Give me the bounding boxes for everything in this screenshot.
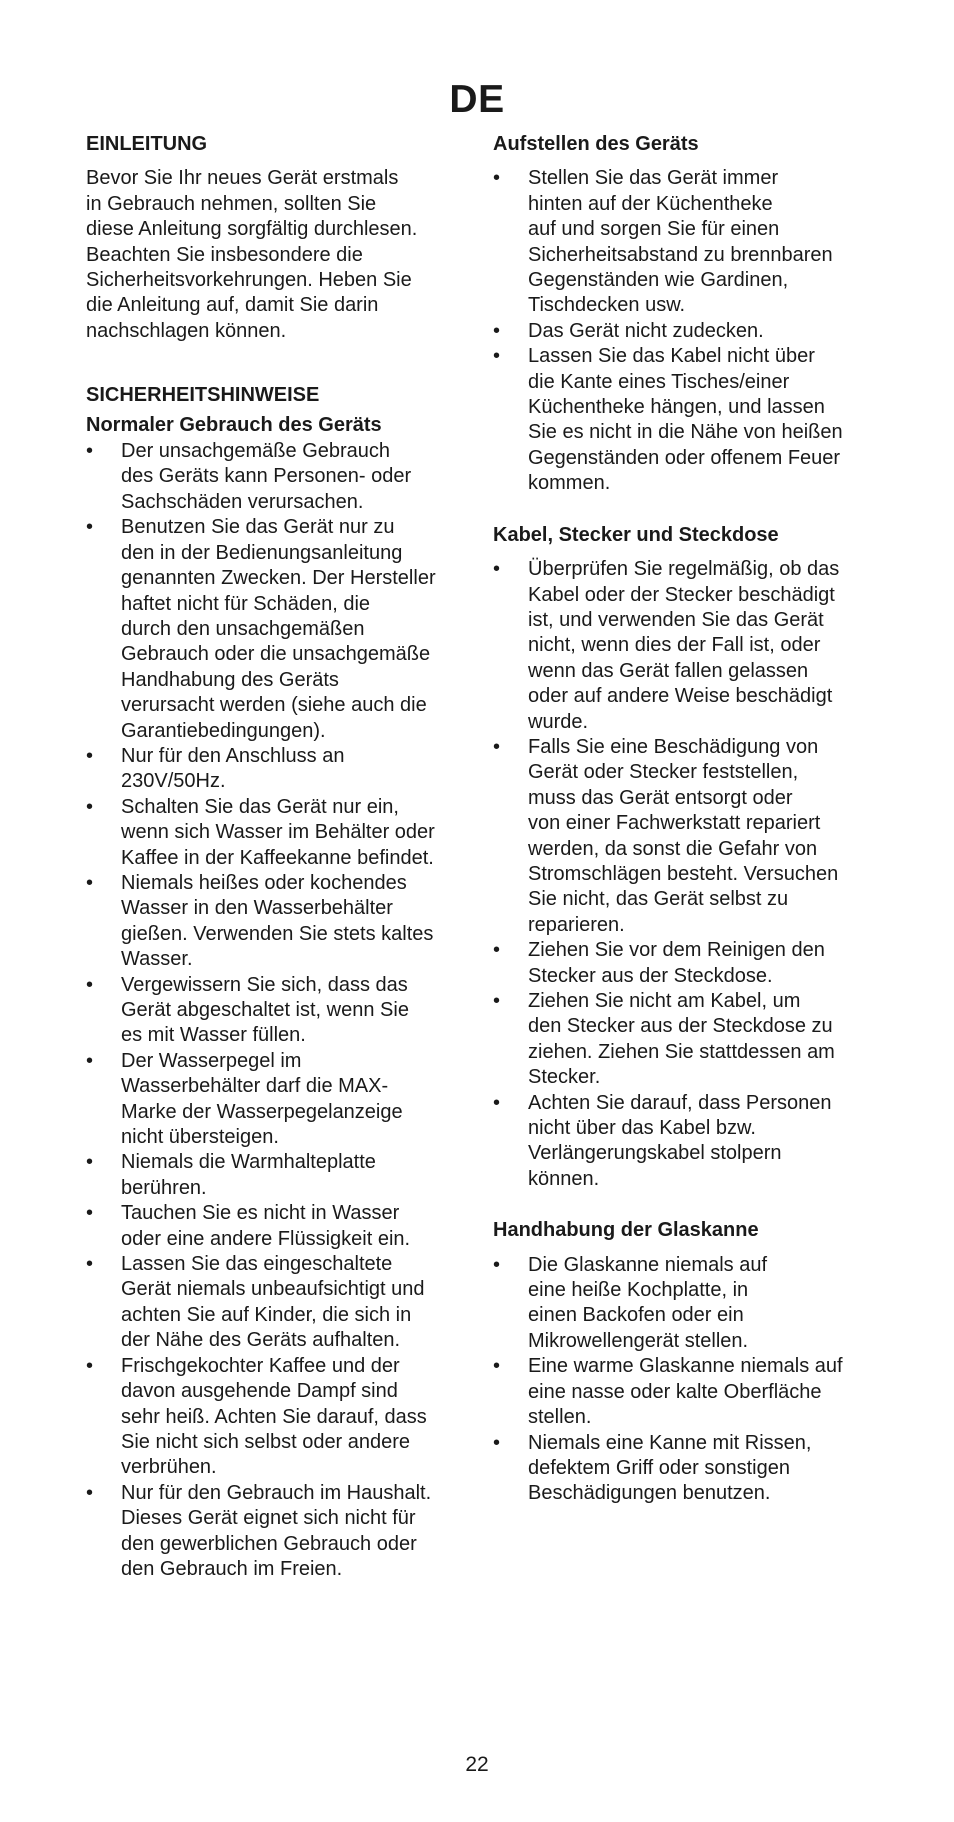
list-item (493, 735, 873, 938)
bullet-icon: • (86, 1151, 94, 1174)
list-item (493, 166, 873, 318)
intro-paragraph: Bevor Sie Ihr neues Gerät erstmals in Gebrauch nehmen, sollten Sie diese Anleitung sorgfältig durchlesen. Beachten Sie insbesondere die Sicherheitsvorkehrungen. Heben Sie die Anleitung auf, damit Sie darin nachschlagen können. (86, 167, 418, 342)
bullet-icon: • (493, 1253, 501, 1276)
bullet-icon: • (86, 1202, 94, 1225)
list-item-text: Die Glaskanne niemals auf eine heiße Kochplatte, in einen Backofen oder ein Mikrowellengerät stellen. (528, 1253, 768, 1352)
list-item-text: Falls Sie eine Beschädigung von Gerät oder Stecker feststellen, muss das Gerät entsorgt oder von einer Fachwerkstatt repariert werden, da sonst die Gefahr von Stromschlägen besteht. Versuchen Sie nicht, das Gerät selbst zu reparieren. (528, 735, 839, 936)
bullet-icon: • (493, 735, 501, 758)
bullet-icon: • (493, 319, 501, 342)
list-item (493, 1091, 873, 1193)
list-item-text: Vergewissern Sie sich, dass das Gerät abgeschaltet ist, wenn Sie es mit Wasser füllen. (121, 973, 409, 1047)
list-item (493, 1354, 873, 1430)
list-item (86, 439, 466, 515)
cable-list (493, 557, 873, 1192)
list-item-text: Niemals die Warmhalteplatte berühren. (121, 1151, 376, 1199)
list-item (493, 319, 873, 344)
list-item-text: Überprüfen Sie regelmäßig, ob das Kabel oder der Stecker beschädigt ist, und verwenden Sie das Gerät nicht, wenn dies der Fall ist, oder wenn das Gerät fallen gelassen oder auf andere Weise beschädigt wurde. (528, 558, 840, 733)
list-item (493, 344, 873, 496)
list-item (86, 871, 466, 973)
bullet-icon: • (86, 871, 94, 894)
language-code-title: DE (449, 78, 505, 121)
list-item-text: Frischgekochter Kaffee und der davon ausgehende Dampf sind sehr heiß. Achten Sie darauf, dass Sie nicht sich selbst oder andere verbrühen. (121, 1354, 427, 1479)
bullet-icon: • (86, 1354, 94, 1377)
list-item-text: Achten Sie darauf, dass Personen nicht über das Kabel bzw. Verlängerungskabel stolpern können. (528, 1091, 832, 1190)
bullet-icon: • (86, 1253, 94, 1276)
bullet-icon: • (86, 795, 94, 818)
list-item-text: Tauchen Sie es nicht in Wasser oder eine andere Flüssigkeit ein. (121, 1202, 411, 1250)
list-item (86, 973, 466, 1049)
safety-heading: SICHERHEITSHINWEISE (86, 384, 320, 407)
bullet-icon: • (493, 990, 501, 1012)
list-item (86, 1252, 466, 1354)
list-item-text: Der Wasserpegel im Wasserbehälter darf die MAX- Marke der Wasserpegelanzeige nicht übersteigen. (121, 1049, 403, 1149)
list-item (86, 515, 466, 744)
cable-heading: Kabel, Stecker und Steckdose (493, 523, 779, 546)
list-item (493, 1253, 873, 1355)
list-item (86, 1354, 466, 1481)
list-item-text: Ziehen Sie nicht am Kabel, um den Stecker aus der Steckdose zu ziehen. Ziehen Sie stattdessen am Stecker. (528, 990, 835, 1089)
list-item-text: Benutzen Sie das Gerät nur zu den in der Bedienungsanleitung genannten Zwecken. Der Hersteller haftet nicht für Schäden, die durch den unsachgemäßen Gebrauch oder die unsachgemäße Handhabung des Geräts verursacht werden (siehe auch die Garantiebedingungen). (121, 516, 436, 742)
left-column (86, 132, 466, 1582)
bullet-icon: • (493, 558, 501, 581)
list-item (86, 1201, 466, 1252)
list-item-text: Eine warme Glaskanne niemals auf eine nasse oder kalte Oberfläche stellen. (528, 1355, 843, 1429)
list-item-text: Niemals eine Kanne mit Rissen, defektem Griff oder sonstigen Beschädigungen benutzen. (528, 1431, 812, 1505)
list-item (86, 744, 466, 795)
list-item-text: Lassen Sie das eingeschaltete Gerät niemals unbeaufsichtigt und achten Sie auf Kinder, die sich in der Nähe des Geräts aufhalten. (121, 1253, 425, 1352)
glass-carafe-list (493, 1253, 873, 1507)
normal-use-list (86, 439, 466, 1582)
list-item-text: Niemals heißes oder kochendes Wasser in den Wasserbehälter gießen. Verwenden Sie stets kaltes Wasser. (121, 871, 434, 971)
list-item-text: Der unsachgemäße Gebrauch des Geräts kann Personen- oder Sachschäden verursachen. (121, 440, 412, 513)
right-column (493, 132, 873, 1507)
list-item-text: Ziehen Sie vor dem Reinigen den Stecker aus der Steckdose. (528, 939, 825, 987)
list-item-text: Nur für den Gebrauch im Haushalt. Dieses Gerät eignet sich nicht für den gewerblichen Gebrauch oder den Gebrauch im Freien. (121, 1481, 432, 1580)
list-item (86, 795, 466, 871)
list-item (86, 1150, 466, 1201)
bullet-icon: • (493, 1355, 501, 1378)
intro-heading: EINLEITUNG (86, 133, 208, 155)
list-item (493, 989, 873, 1091)
bullet-icon: • (86, 516, 94, 539)
list-item (493, 1431, 873, 1507)
list-item (493, 938, 873, 989)
bullet-icon: • (86, 744, 94, 767)
bullet-icon: • (86, 1481, 94, 1504)
list-item-text: Nur für den Anschluss an 230V/50Hz. (121, 744, 345, 793)
bullet-icon: • (86, 973, 94, 996)
bullet-icon: • (86, 440, 94, 463)
bullet-icon: • (493, 1091, 501, 1114)
list-item (493, 557, 873, 735)
bullet-icon: • (493, 167, 501, 190)
normal-use-subheading: Normaler Gebrauch des Geräts (86, 413, 382, 436)
page-number: 22 (465, 1753, 489, 1776)
list-item-text: Das Gerät nicht zudecken. (528, 319, 764, 342)
bullet-icon: • (493, 1431, 501, 1454)
list-item (86, 1049, 466, 1151)
bullet-icon: • (86, 1049, 94, 1072)
bullet-icon: • (493, 939, 501, 962)
setup-heading: Aufstellen des Geräts (493, 133, 699, 155)
setup-list (493, 166, 873, 496)
list-item-text: Schalten Sie das Gerät nur ein, wenn sich Wasser im Behälter oder Kaffee in der Kaffeekanne befindet. (121, 795, 435, 869)
list-item (86, 1481, 466, 1583)
glass-carafe-heading: Handhabung der Glaskanne (493, 1219, 759, 1242)
list-item-text: Stellen Sie das Gerät immer hinten auf der Küchentheke auf und sorgen Sie für einen Sicherheitsabstand zu brennbaren Gegenständen wie Gardinen, Tischdecken usw. (528, 167, 833, 317)
bullet-icon: • (493, 345, 501, 368)
list-item-text: Lassen Sie das Kabel nicht über die Kante eines Tisches/einer Küchentheke hängen, und lassen Sie es nicht in die Nähe von heißen Gegenständen oder offenem Feuer kommen. (528, 345, 843, 495)
